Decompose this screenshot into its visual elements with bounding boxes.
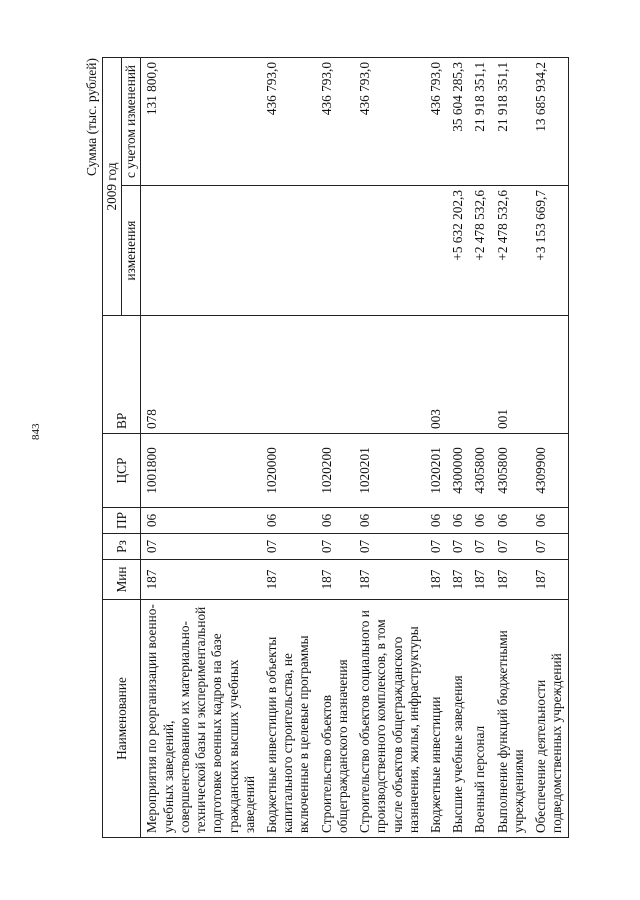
cell-rz: 07 (530, 534, 569, 560)
cell-rz: 07 (469, 534, 491, 560)
cell-name: Строительство объектов общегражданского назначения (316, 600, 354, 838)
cell-csr: 1020000 (261, 434, 316, 508)
cell-with-changes: 131 800,0 (141, 57, 261, 185)
cell-changes (261, 186, 316, 316)
cell-vr: 003 (425, 316, 447, 434)
cell-vr: 001 (492, 316, 530, 434)
cell-rz: 07 (316, 534, 354, 560)
cell-changes: +2 478 532,6 (469, 186, 491, 316)
header-changes: изменения (122, 186, 141, 316)
cell-with-changes: 436 793,0 (316, 57, 354, 185)
cell-rz: 07 (492, 534, 530, 560)
cell-pr: 06 (469, 508, 491, 534)
cell-pr: 06 (425, 508, 447, 534)
table-row (316, 57, 354, 837)
cell-name: Бюджетные инвестиции (425, 600, 447, 838)
header-csr: ЦСР (103, 434, 141, 508)
cell-csr: 1020201 (425, 434, 447, 508)
cell-pr: 06 (530, 508, 569, 534)
cell-csr: 4305800 (492, 434, 530, 508)
cell-name: Выполнение функций бюджетными учреждениями (492, 600, 530, 838)
cell-with-changes: 13 685 934,2 (530, 57, 569, 185)
cell-changes (141, 186, 261, 316)
table-row (447, 57, 469, 837)
cell-rz: 07 (425, 534, 447, 560)
unit-caption: Сумма (тыс. рублей) (84, 58, 99, 176)
cell-min: 187 (447, 560, 469, 600)
cell-with-changes: 21 918 351,1 (469, 57, 491, 185)
cell-with-changes: 436 793,0 (354, 57, 425, 185)
cell-pr: 06 (447, 508, 469, 534)
cell-pr: 06 (316, 508, 354, 534)
cell-with-changes: 35 604 285,3 (447, 57, 469, 185)
cell-pr: 06 (354, 508, 425, 534)
table-row (425, 57, 447, 837)
header-vr: ВР (103, 316, 141, 434)
cell-rz: 07 (447, 534, 469, 560)
header-with-changes: с учетом изменений (122, 57, 141, 185)
cell-vr (316, 316, 354, 434)
cell-min: 187 (261, 560, 316, 600)
cell-pr: 06 (141, 508, 261, 534)
cell-min: 187 (141, 560, 261, 600)
cell-min: 187 (530, 560, 569, 600)
cell-name: Строительство объектов социального и производственного комплексов, в том числе объектов общегражданского назначения, жилья, инфраструктуры (354, 600, 425, 838)
cell-name: Бюджетные инвестиции в объекты капитального строительства, не включенные в целевые программы (261, 600, 316, 838)
cell-vr (469, 316, 491, 434)
cell-name: Мероприятия по реорганизации военно-учебных заведений, совершенствованию их материально-технической базы и экспериментальной подготовке военных кадров на базе гражданских высших учебных заведений (141, 600, 261, 838)
table-row (354, 57, 425, 837)
cell-rz: 07 (141, 534, 261, 560)
cell-changes (354, 186, 425, 316)
table-row (492, 57, 530, 837)
cell-with-changes: 436 793,0 (261, 57, 316, 185)
page-number: 843 (30, 423, 42, 440)
cell-csr: 1020200 (316, 434, 354, 508)
header-rz: Рз (103, 534, 141, 560)
cell-vr (354, 316, 425, 434)
cell-rz: 07 (354, 534, 425, 560)
budget-table (102, 57, 569, 838)
cell-csr: 1020201 (354, 434, 425, 508)
cell-vr: 078 (141, 316, 261, 434)
cell-changes (316, 186, 354, 316)
header-min: Мин (103, 560, 141, 600)
cell-pr: 06 (261, 508, 316, 534)
cell-name: Обеспечение деятельности подведомственных учреждений (530, 600, 569, 838)
cell-changes: +3 153 669,7 (530, 186, 569, 316)
table-row (530, 57, 569, 837)
cell-with-changes: 21 918 351,1 (492, 57, 530, 185)
cell-min: 187 (316, 560, 354, 600)
cell-csr: 4309900 (530, 434, 569, 508)
header-pr: ПР (103, 508, 141, 534)
table-row (141, 57, 261, 837)
cell-csr: 4305800 (469, 434, 491, 508)
cell-changes: +5 632 202,3 (447, 186, 469, 316)
cell-min: 187 (354, 560, 425, 600)
header-name: Наименование (103, 600, 141, 838)
cell-pr: 06 (492, 508, 530, 534)
cell-min: 187 (469, 560, 491, 600)
cell-name: Высшие учебные заведения (447, 600, 469, 838)
cell-min: 187 (425, 560, 447, 600)
cell-vr (261, 316, 316, 434)
table-header (103, 57, 141, 837)
cell-rz: 07 (261, 534, 316, 560)
cell-vr (447, 316, 469, 434)
cell-csr: 1001800 (141, 434, 261, 508)
table-body (141, 57, 569, 837)
table-row (261, 57, 316, 837)
cell-vr (530, 316, 569, 434)
cell-changes: +2 478 532,6 (492, 186, 530, 316)
cell-changes (425, 186, 447, 316)
cell-name: Военный персонал (469, 600, 491, 838)
cell-csr: 4300000 (447, 434, 469, 508)
table-row (469, 57, 491, 837)
cell-min: 187 (492, 560, 530, 600)
header-year: 2009 год (103, 57, 122, 315)
rotated-table-block (84, 58, 564, 838)
cell-with-changes: 436 793,0 (425, 57, 447, 185)
